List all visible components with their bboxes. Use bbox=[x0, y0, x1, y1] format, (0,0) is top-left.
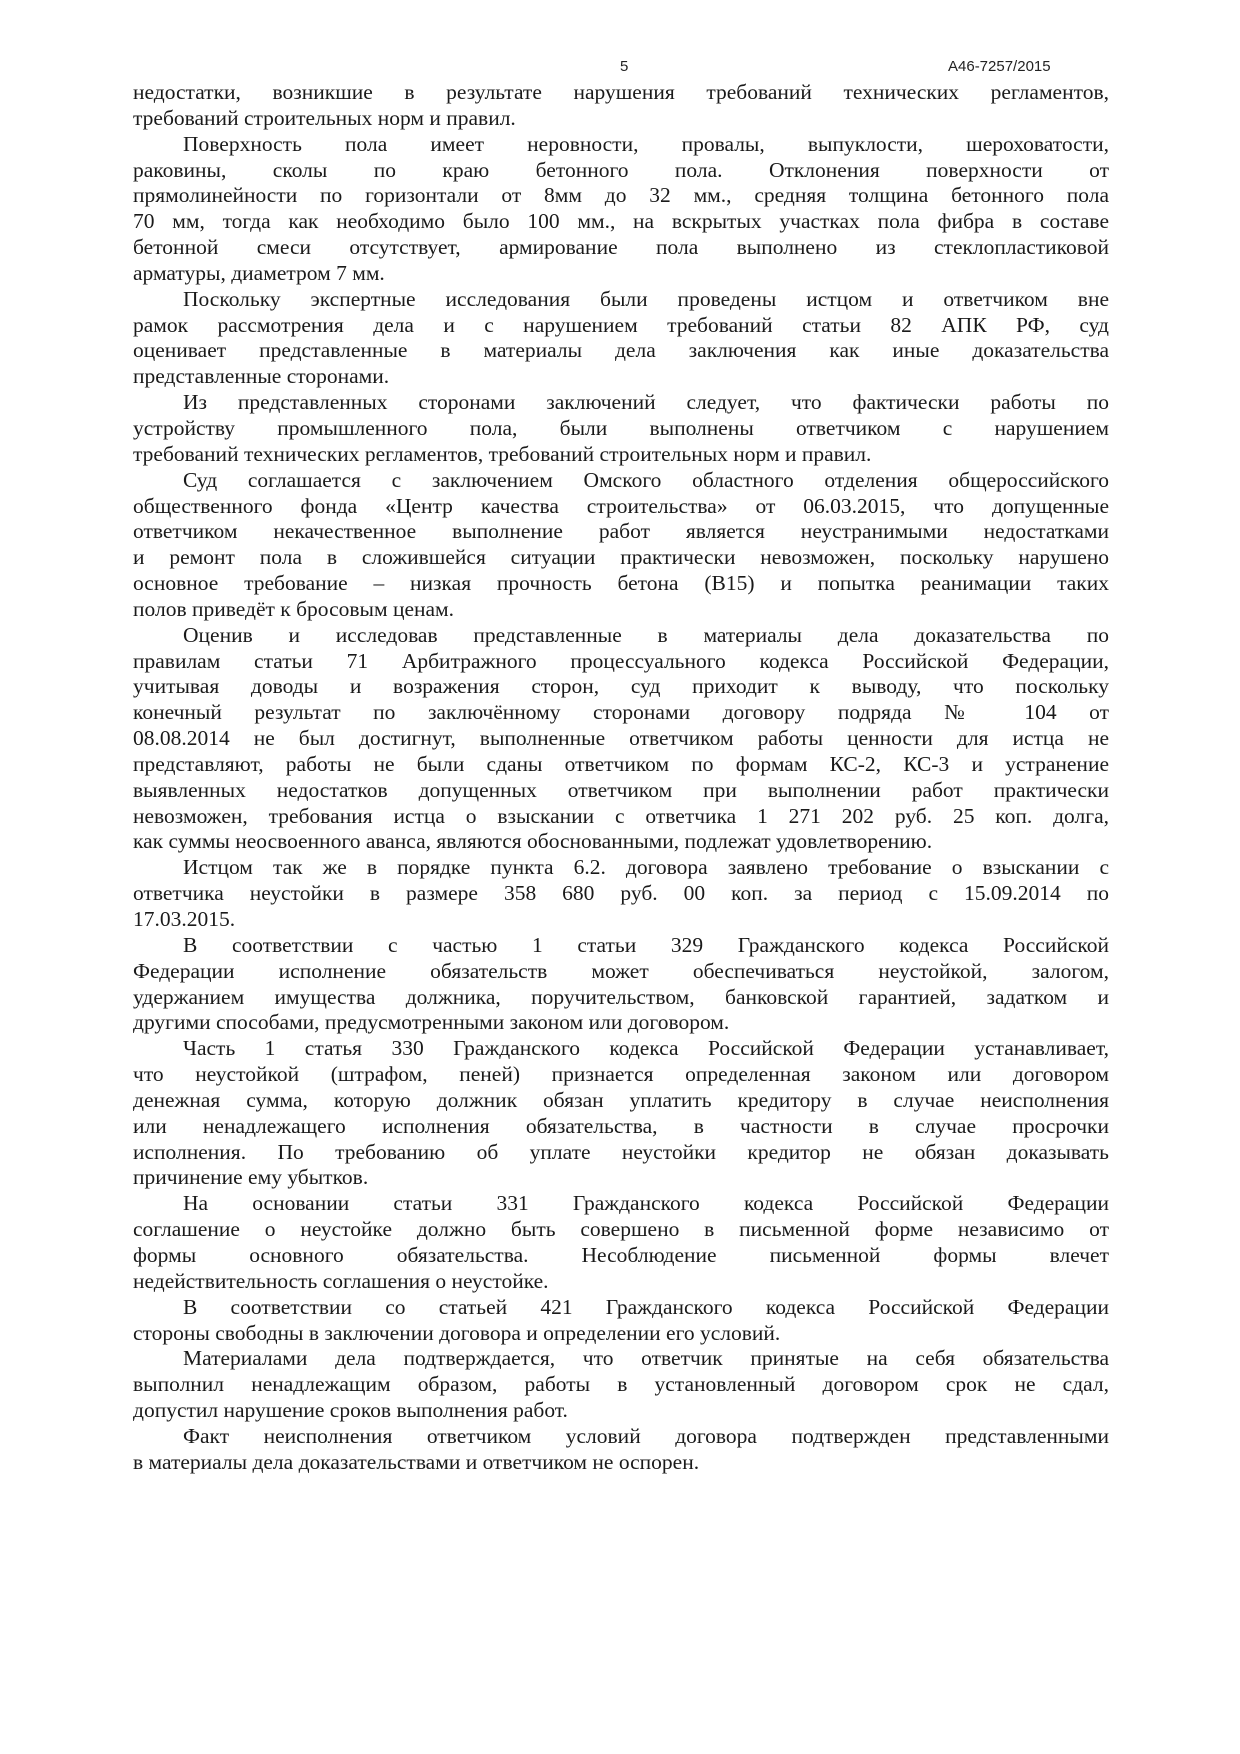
text-line: в материалы дела доказательствами и ответчиком не оспорен. bbox=[133, 1449, 700, 1474]
text-line: формы основного обязательства. Несоблюдение письменной формы влечет bbox=[133, 1242, 1109, 1267]
text-line: Поверхность пола имеет неровности, провалы, выпуклости, шероховатости, bbox=[183, 131, 1109, 156]
text-line: выполнил ненадлежащим образом, работы в установленный договором срок не сдал, bbox=[133, 1372, 1109, 1397]
text-line: другими способами, предусмотренными законом или договором. bbox=[133, 1010, 730, 1035]
text-line: бетонной смеси отсутствует, армирование пола выполнено из стеклопластиковой bbox=[133, 235, 1109, 260]
text-line: Факт неисполнения ответчиком условий договора подтвержден представленными bbox=[183, 1423, 1109, 1448]
text-line: выявленных недостатков допущенных ответчиком при выполнении работ практически bbox=[133, 777, 1109, 802]
paragraph bbox=[133, 287, 1109, 390]
text-line: стороны свободны в заключении договора и определении его условий. bbox=[133, 1320, 781, 1345]
text-line: прямолинейности по горизонтали от 8мм до 32 мм., средняя толщина бетонного пола bbox=[133, 183, 1109, 208]
text-line: что неустойкой (штрафом, пеней) признается определенная законом или договором bbox=[133, 1062, 1109, 1087]
text-line: удержанием имущества должника, поручительством, банковской гарантией, задатком и bbox=[133, 984, 1109, 1009]
document-body bbox=[133, 80, 1109, 1476]
paragraph bbox=[133, 1295, 1109, 1347]
paragraph bbox=[133, 1036, 1109, 1191]
text-line: общественного фонда «Центр качества строительства» от 06.03.2015, что допущенные bbox=[133, 493, 1109, 518]
text-line: В соответствии со статьей 421 Гражданского кодекса Российской Федерации bbox=[183, 1294, 1109, 1319]
paragraph bbox=[133, 623, 1109, 856]
text-line: Оценив и исследовав представленные в материалы дела доказательства по bbox=[183, 622, 1109, 647]
text-line: Федерации исполнение обязательств может обеспечиваться неустойкой, залогом, bbox=[133, 958, 1109, 983]
text-line: или ненадлежащего исполнения обязательства, в частности в случае просрочки bbox=[133, 1113, 1109, 1138]
text-line: 08.08.2014 не был достигнут, выполненные ответчиком работы ценности для истца не bbox=[133, 726, 1109, 751]
text-line: недействительность соглашения о неустойке. bbox=[133, 1268, 549, 1293]
text-line: как суммы неосвоенного аванса, являются обоснованными, подлежат удовлетворению. bbox=[133, 829, 933, 854]
text-line: Поскольку экспертные исследования были проведены истцом и ответчиком вне bbox=[183, 286, 1109, 311]
paragraph bbox=[133, 390, 1109, 468]
paragraph bbox=[133, 1191, 1109, 1294]
text-line: основное требование – низкая прочность бетона (В15) и попытка реанимации таких bbox=[133, 571, 1109, 596]
text-line: конечный результат по заключённому сторонами договору подряда № 104 от bbox=[133, 700, 1109, 725]
page-number: 5 bbox=[620, 58, 629, 75]
text-line: ответчика неустойки в размере 358 680 руб. 00 коп. за период с 15.09.2014 по bbox=[133, 881, 1109, 906]
text-line: 17.03.2015. bbox=[133, 907, 236, 931]
paragraph bbox=[133, 933, 1109, 1036]
text-line: оценивает представленные в материалы дела заключения как иные доказательства bbox=[133, 338, 1109, 363]
text-line: Суд соглашается с заключением Омского областного отделения общероссийского bbox=[183, 467, 1109, 492]
paragraph bbox=[133, 1424, 1109, 1476]
text-line: Истцом так же в порядке пункта 6.2. договора заявлено требование о взыскании с bbox=[183, 855, 1109, 880]
text-line: В соответствии с частью 1 статьи 329 Гражданского кодекса Российской bbox=[183, 932, 1109, 957]
text-line: денежная сумма, которую должник обязан уплатить кредитору в случае неисполнения bbox=[133, 1087, 1109, 1112]
text-line: Из представленных сторонами заключений следует, что фактически работы по bbox=[183, 390, 1109, 415]
text-line: Часть 1 статья 330 Гражданского кодекса Российской Федерации устанавливает, bbox=[183, 1036, 1109, 1061]
paragraph bbox=[133, 80, 1109, 132]
text-line: полов приведёт к бросовым ценам. bbox=[133, 596, 455, 621]
text-line: 70 мм, тогда как необходимо было 100 мм., на вскрытых участках пола фибра в составе bbox=[133, 209, 1109, 234]
text-line: допустил нарушение сроков выполнения работ. bbox=[133, 1398, 568, 1423]
paragraph bbox=[133, 1346, 1109, 1424]
text-line: устройству промышленного пола, были выполнены ответчиком с нарушением bbox=[133, 415, 1109, 440]
text-line: Материалами дела подтверждается, что ответчик принятые на себя обязательства bbox=[183, 1346, 1109, 1371]
text-line: учитывая доводы и возражения сторон, суд приходит к выводу, что поскольку bbox=[133, 674, 1109, 699]
text-line: арматуры, диаметром 7 мм. bbox=[133, 260, 385, 285]
text-line: представляют, работы не были сданы ответчиком по формам КС-2, КС-3 и устранение bbox=[133, 751, 1109, 776]
paragraph bbox=[133, 468, 1109, 623]
text-line: рамок рассмотрения дела и с нарушением требований статьи 82 АПК РФ, суд bbox=[133, 312, 1109, 337]
text-line: требований технических регламентов, требований строительных норм и правил. bbox=[133, 441, 872, 466]
paragraph bbox=[133, 132, 1109, 287]
text-line: раковины, сколы по краю бетонного пола. Отклонения поверхности от bbox=[133, 157, 1109, 182]
text-line: невозможен, требования истца о взыскании с ответчика 1 271 202 руб. 25 коп. долга, bbox=[133, 803, 1109, 828]
text-line: исполнения. По требованию об уплате неустойки кредитор не обязан доказывать bbox=[133, 1139, 1109, 1164]
text-line: требований строительных норм и правил. bbox=[133, 105, 516, 130]
text-line: На основании статьи 331 Гражданского кодекса Российской Федерации bbox=[183, 1191, 1109, 1216]
text-line: ответчиком некачественное выполнение работ является неустранимыми недостатками bbox=[133, 519, 1109, 544]
text-line: правилам статьи 71 Арбитражного процессуального кодекса Российской Федерации, bbox=[133, 648, 1109, 673]
case-number: А46-7257/2015 bbox=[948, 58, 1051, 75]
paragraph bbox=[133, 855, 1109, 933]
text-line: соглашение о неустойке должно быть совершено в письменной форме независимо от bbox=[133, 1217, 1109, 1242]
text-line: и ремонт пола в сложившейся ситуации практически невозможен, поскольку нарушено bbox=[133, 545, 1109, 570]
text-line: недостатки, возникшие в результате нарушения требований технических регламентов, bbox=[133, 80, 1109, 104]
text-line: представленные сторонами. bbox=[133, 364, 390, 389]
text-line: причинение ему убытков. bbox=[133, 1165, 369, 1190]
